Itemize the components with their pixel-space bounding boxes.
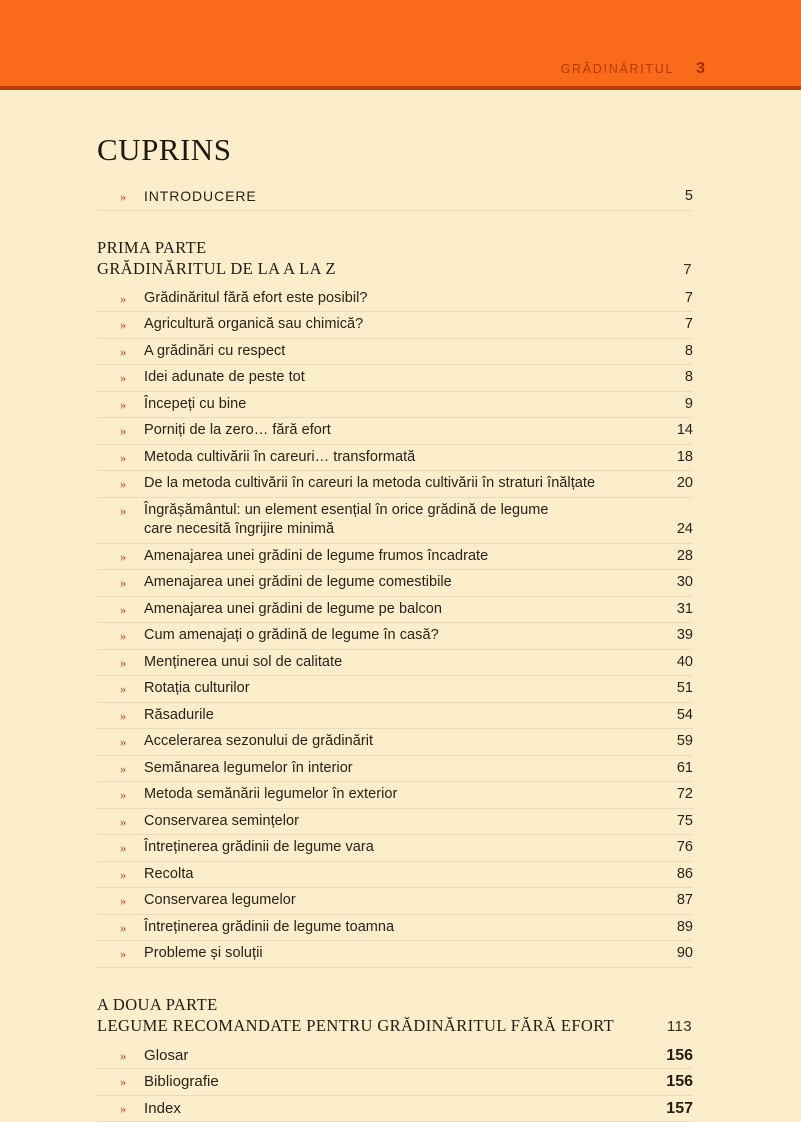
bullet-icon: » — [120, 918, 126, 938]
toc-entry-label: Întreținerea grădinii de legume vara — [120, 835, 653, 861]
toc-entry-page-number: 75 — [653, 812, 693, 835]
toc-part-title: GRĂDINĂRITUL DE LA A LA Z — [97, 258, 336, 279]
toc-entry[interactable] — [97, 498, 693, 544]
header-book-title: GRĂDINĂRITUL — [561, 62, 674, 76]
toc-entry[interactable] — [97, 676, 693, 703]
toc-entry-page-number: 51 — [653, 679, 693, 702]
header-page-number: 3 — [696, 60, 705, 78]
page-header-band — [0, 0, 801, 86]
toc-entry-page-number: 7 — [653, 315, 693, 338]
toc-entry-page-number: 59 — [653, 732, 693, 755]
toc-entry-label: Îngrășământul: un element esențial în orice grădină de legume care necesită îngrijire minimă — [120, 498, 653, 543]
toc-entry[interactable] — [97, 365, 693, 392]
toc-entry-label-line2: care necesită îngrijire minimă — [144, 520, 653, 540]
toc-entry-page-number: 18 — [653, 448, 693, 471]
bullet-icon: » — [120, 812, 126, 832]
toc-entry-page-number: 72 — [653, 785, 693, 808]
bullet-icon: » — [120, 315, 126, 335]
toc-entry-label: Porniți de la zero… fără efort — [120, 418, 653, 444]
toc-part-page-number: 113 — [667, 1016, 693, 1037]
toc-entry-page-number: 5 — [653, 187, 693, 210]
toc-part-heading — [97, 237, 693, 280]
bullet-icon: » — [120, 289, 126, 309]
bullet-icon: » — [120, 759, 126, 779]
toc-entry-page-number: 89 — [653, 918, 693, 941]
section-spacer — [97, 968, 693, 994]
bullet-icon: » — [120, 187, 126, 207]
bullet-icon: » — [120, 368, 126, 388]
toc-entry-page-number: 31 — [653, 600, 693, 623]
toc-entry[interactable] — [97, 597, 693, 624]
toc-entry-page-number: 157 — [653, 1099, 693, 1122]
toc-entry-page-number: 156 — [653, 1072, 693, 1095]
toc-entry-label: Probleme și soluții — [120, 941, 653, 967]
bullet-icon: » — [120, 1046, 126, 1066]
toc-entry-label: Menținerea unui sol de calitate — [120, 650, 653, 676]
toc-entry[interactable] — [97, 862, 693, 889]
bullet-icon: » — [120, 474, 126, 494]
toc-entry-page-number: 30 — [653, 573, 693, 596]
toc-entry-label: Amenajarea unei grădini de legume pe balcon — [120, 597, 653, 623]
toc-entry-page-number: 9 — [653, 395, 693, 418]
bullet-icon: » — [120, 395, 126, 415]
bullet-icon: » — [120, 421, 126, 441]
toc-entry-label: Începeți cu bine — [120, 392, 653, 418]
toc-entry[interactable] — [97, 184, 693, 211]
bullet-icon: » — [120, 547, 126, 567]
bullet-icon: » — [120, 626, 126, 646]
toc-entry-label: Accelerarea sezonului de grădinărit — [120, 729, 653, 755]
bullet-icon: » — [120, 448, 126, 468]
toc-entry-label: Metoda semănării legumelor în exterior — [120, 782, 653, 808]
section-spacer — [97, 211, 693, 237]
bullet-icon: » — [120, 653, 126, 673]
toc-entry-page-number: 20 — [653, 474, 693, 497]
toc-entry[interactable] — [97, 623, 693, 650]
toc-entry-page-number: 8 — [653, 368, 693, 391]
toc-entry[interactable] — [97, 1096, 693, 1122]
bullet-icon: » — [120, 785, 126, 805]
toc-entry-label: Grădinăritul fără efort este posibil? — [120, 286, 653, 312]
header-content — [561, 60, 705, 78]
toc-entry-label: Glosar — [120, 1043, 653, 1069]
toc-entry-label: A grădinări cu respect — [120, 339, 653, 365]
toc-entry[interactable] — [97, 1043, 693, 1070]
toc-entry-page-number: 24 — [653, 520, 693, 543]
toc-entry[interactable] — [97, 286, 693, 313]
toc-entry-page-number: 7 — [653, 289, 693, 312]
toc-entry-label: Întreținerea grădinii de legume toamna — [120, 915, 653, 941]
table-of-contents — [97, 184, 693, 1122]
bullet-icon: » — [120, 1099, 126, 1119]
toc-part-title: LEGUME RECOMANDATE PENTRU GRĂDINĂRITUL FĂRĂ EFORT — [97, 1015, 614, 1036]
toc-entry-page-number: 90 — [653, 944, 693, 967]
toc-entry-page-number: 54 — [653, 706, 693, 729]
toc-entry-label: Semănarea legumelor în interior — [120, 756, 653, 782]
toc-entry[interactable] — [97, 782, 693, 809]
toc-entry[interactable] — [97, 312, 693, 339]
toc-entry[interactable] — [97, 544, 693, 571]
toc-entry[interactable] — [97, 729, 693, 756]
toc-entry-label: Amenajarea unei grădini de legume frumos încadrate — [120, 544, 653, 570]
toc-entry-label: Recolta — [120, 862, 653, 888]
toc-entry-page-number: 39 — [653, 626, 693, 649]
toc-entry[interactable] — [97, 339, 693, 366]
toc-entry-page-number: 156 — [653, 1046, 693, 1069]
toc-entry[interactable] — [97, 809, 693, 836]
toc-entry-page-number: 86 — [653, 865, 693, 888]
toc-part-page-number: 7 — [683, 259, 693, 280]
toc-entry[interactable] — [97, 392, 693, 419]
toc-entry-label: Index — [120, 1096, 653, 1122]
toc-entry-page-number: 40 — [653, 653, 693, 676]
toc-entry[interactable] — [97, 703, 693, 730]
toc-entry-label: Conservarea semințelor — [120, 809, 653, 835]
toc-entry-label: De la metoda cultivării în careuri la metoda cultivării în straturi înălțate — [120, 471, 653, 497]
toc-entry[interactable] — [97, 650, 693, 677]
toc-entry[interactable] — [97, 570, 693, 597]
toc-part-title-row[interactable] — [97, 1015, 693, 1037]
bullet-icon: » — [120, 600, 126, 620]
toc-entry-label: Idei adunate de peste tot — [120, 365, 653, 391]
bullet-icon: » — [120, 706, 126, 726]
toc-entry-label: Bibliografie — [120, 1069, 653, 1095]
toc-entry-page-number: 8 — [653, 342, 693, 365]
bullet-icon: » — [120, 865, 126, 885]
bullet-icon: » — [120, 573, 126, 593]
toc-part-kicker: A DOUA PARTE — [97, 994, 693, 1015]
bullet-icon: » — [120, 679, 126, 699]
toc-entry[interactable] — [97, 915, 693, 942]
toc-entry-page-number: 76 — [653, 838, 693, 861]
toc-entry-label: Amenajarea unei grădini de legume comestibile — [120, 570, 653, 596]
toc-entry[interactable] — [97, 1069, 693, 1096]
toc-entry-page-number: 14 — [653, 421, 693, 444]
toc-entry-label: Cum amenajați o grădină de legume în casă? — [120, 623, 653, 649]
bullet-icon: » — [120, 891, 126, 911]
bullet-icon: » — [120, 732, 126, 752]
toc-entry[interactable] — [97, 835, 693, 862]
toc-entry[interactable] — [97, 888, 693, 915]
toc-entry-label: Răsadurile — [120, 703, 653, 729]
toc-entry[interactable] — [97, 418, 693, 445]
bullet-icon: » — [120, 501, 126, 521]
toc-entry-label: Conservarea legumelor — [120, 888, 653, 914]
toc-entry[interactable] — [97, 941, 693, 968]
toc-entry-label: Rotația culturilor — [120, 676, 653, 702]
bullet-icon: » — [120, 944, 126, 964]
toc-entry-label: Agricultură organică sau chimică? — [120, 312, 653, 338]
toc-entry-page-number: 87 — [653, 891, 693, 914]
page-content — [0, 90, 801, 1000]
page-title: CUPRINS — [97, 132, 231, 168]
toc-entry[interactable] — [97, 445, 693, 472]
toc-entry-page-number: 28 — [653, 547, 693, 570]
toc-entry-page-number: 61 — [653, 759, 693, 782]
toc-entry-label: INTRODUCERE — [120, 184, 653, 210]
toc-entry-label: Metoda cultivării în careuri… transformată — [120, 445, 653, 471]
toc-part-title-row[interactable] — [97, 258, 693, 280]
toc-entry[interactable] — [97, 756, 693, 783]
bullet-icon: » — [120, 1072, 126, 1092]
toc-part-kicker: PRIMA PARTE — [97, 237, 693, 258]
toc-entry[interactable] — [97, 471, 693, 498]
bullet-icon: » — [120, 838, 126, 858]
bullet-icon: » — [120, 342, 126, 362]
